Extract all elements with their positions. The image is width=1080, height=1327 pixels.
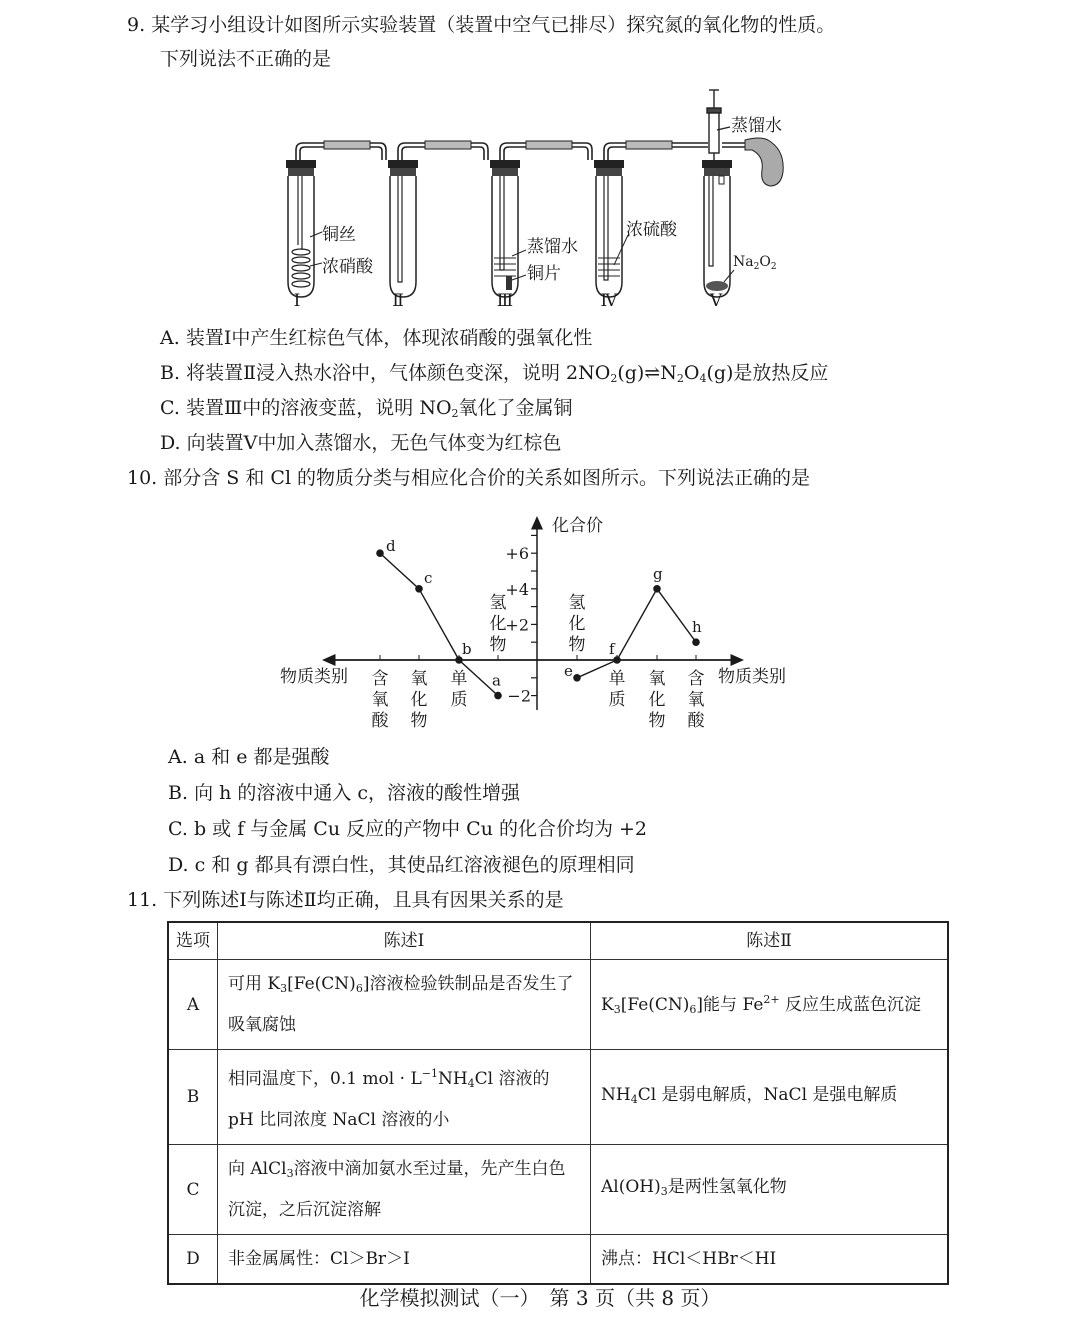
row-option-key: D xyxy=(168,1235,218,1285)
data-point-g xyxy=(653,585,661,593)
row-statement-2: $K_3[Fe(CN)_6]$能与 $Fe^{2+}$ 反应生成蓝色沉淀 xyxy=(591,960,949,1050)
point-label-c: c xyxy=(424,568,433,587)
svg-text:物: 物 xyxy=(410,711,428,731)
label-distilled-water: 蒸馏水 xyxy=(527,237,578,257)
q9-apparatus-figure xyxy=(270,85,810,315)
row-statement-2: $NH_4Cl$ 是弱电解质，NaCl 是强电解质 xyxy=(591,1050,949,1145)
svg-text:质: 质 xyxy=(608,690,626,710)
q9-stem-text: 某学习小组设计如图所示实验装置（装置中空气已排尽）探究氮的氧化物的性质。 xyxy=(151,14,836,36)
option-letter: B. xyxy=(160,362,181,384)
q9-stem-line2: 下列说法不正确的是 xyxy=(160,48,332,70)
label-conc-sulfuric-acid: 浓硫酸 xyxy=(626,220,677,240)
y-tick-label: −2 xyxy=(507,686,531,706)
option-text: a 和 e 都是强酸 xyxy=(193,746,330,768)
y-tick-label: +4 xyxy=(505,579,529,599)
syringe-icon xyxy=(707,90,730,160)
tube-label-5: Ⅴ xyxy=(709,291,723,311)
svg-text:酸: 酸 xyxy=(371,711,389,731)
row-statement-2: $Al(OH)_3$是两性氢氧化物 xyxy=(591,1145,949,1235)
header-statement-2: 陈述Ⅱ xyxy=(591,922,949,960)
q10-stem xyxy=(127,463,810,490)
tube-label-2: Ⅱ xyxy=(392,291,404,311)
q9-option-d[interactable] xyxy=(160,428,561,455)
q11-number: 11. xyxy=(127,889,158,911)
svg-text:物: 物 xyxy=(568,635,586,655)
tube-4 xyxy=(594,160,628,297)
point-label-d: d xyxy=(386,537,396,556)
svg-text:酸: 酸 xyxy=(687,711,705,731)
label-syringe-water: 蒸馏水 xyxy=(731,116,782,136)
point-label-f: f xyxy=(609,640,615,658)
header-statement-1: 陈述Ⅰ xyxy=(218,922,591,960)
x-category-left-hydride xyxy=(490,593,507,655)
option-letter: C. xyxy=(168,818,188,840)
option-letter: B. xyxy=(168,782,189,804)
svg-text:氧: 氧 xyxy=(410,669,428,689)
y-tick-label: +6 xyxy=(505,544,529,564)
x-category-right xyxy=(609,669,626,710)
row-statement-1: 可用 $K_3[Fe(CN)_6]$溶液检验铁制品是否发生了吸氧腐蚀 xyxy=(218,960,591,1050)
data-point-h xyxy=(692,638,700,646)
data-point-a xyxy=(494,692,502,700)
svg-text:氧: 氧 xyxy=(371,690,389,710)
x-axis-label-right: 物质类别 xyxy=(718,667,786,687)
svg-text:化: 化 xyxy=(648,690,666,710)
y-axis-label: 化合价 xyxy=(552,516,603,536)
page-footer: 化学模拟测试（一） 第 3 页（共 8 页） xyxy=(359,1286,721,1310)
svg-text:化: 化 xyxy=(489,614,507,634)
tube-label-1: Ⅰ xyxy=(293,291,301,311)
data-point-c xyxy=(415,585,423,593)
option-text: b 或 f 与金属 Cu 反应的产物中 Cu 的化合价均为 +2 xyxy=(193,818,648,840)
x-category-left xyxy=(451,669,468,710)
tube-label-4: Ⅳ xyxy=(600,291,618,311)
q10-number: 10. xyxy=(127,467,158,489)
row-statement-2: 沸点：HCl＜HBr＜HI xyxy=(591,1235,949,1285)
svg-text:物: 物 xyxy=(648,711,666,731)
x-category-right xyxy=(649,669,666,731)
q9-number: 9. xyxy=(127,14,146,36)
option-text: c 和 g 都具有漂白性，其使品红溶液褪色的原理相同 xyxy=(194,854,635,876)
x-category-left xyxy=(411,669,428,731)
label-copper-sheet: 铜片 xyxy=(527,264,561,284)
x-category-right-hydride xyxy=(569,593,586,655)
tube-1 xyxy=(286,160,322,297)
point-label-e: e xyxy=(564,661,573,680)
statements-table xyxy=(167,921,949,1285)
series-line-right xyxy=(577,589,696,678)
svg-text:氧: 氧 xyxy=(648,669,666,689)
header-option: 选项 xyxy=(168,922,218,960)
q10-option-b[interactable] xyxy=(168,778,520,805)
label-copper-wire: 铜丝 xyxy=(322,225,356,245)
tube-2 xyxy=(388,160,418,297)
option-text: 装置Ⅲ中的溶液变蓝，说明 $NO_2$氧化了金属铜 xyxy=(185,397,573,420)
tube-3 xyxy=(490,160,526,297)
tube-label-3: Ⅲ xyxy=(496,291,514,311)
q9-option-b[interactable] xyxy=(160,358,828,385)
svg-text:质: 质 xyxy=(450,690,468,710)
row-option-key: A xyxy=(168,960,218,1050)
q10-stem-text: 部分含 S 和 Cl 的物质分类与相应化合价的关系如图所示。下列说法正确的是 xyxy=(163,467,811,489)
svg-text:物: 物 xyxy=(489,635,507,655)
svg-text:单: 单 xyxy=(450,669,468,689)
point-label-h: h xyxy=(692,618,702,637)
option-text: 装置Ⅰ中产生红棕色气体，体现浓硝酸的强氧化性 xyxy=(185,327,593,349)
q11-stem-text: 下列陈述Ⅰ与陈述Ⅱ均正确，且具有因果关系的是 xyxy=(163,889,564,911)
table-row[interactable] xyxy=(168,1145,948,1235)
row-statement-1: 向 AlCl$_3$溶液中滴加氨水至过量，先产生白色沉淀，之后沉淀溶解 xyxy=(218,1145,591,1235)
label-conc-nitric-acid: 浓硝酸 xyxy=(322,257,373,277)
point-label-b: b xyxy=(462,640,472,658)
q10-option-a[interactable] xyxy=(168,742,330,769)
data-point-e xyxy=(573,674,581,682)
q9-option-a[interactable] xyxy=(160,323,592,350)
row-option-key: B xyxy=(168,1050,218,1145)
option-letter: A. xyxy=(168,746,188,768)
table-row[interactable] xyxy=(168,1050,948,1145)
q9-stem-line1 xyxy=(127,10,835,37)
svg-text:氢: 氢 xyxy=(489,593,507,613)
svg-text:氢: 氢 xyxy=(568,593,586,613)
x-category-right xyxy=(688,669,706,731)
series-line-left xyxy=(380,553,498,695)
data-point-d xyxy=(376,549,384,557)
label-na2o2: $Na_2O_2$ xyxy=(733,254,777,272)
point-label-g: g xyxy=(653,564,663,583)
q9-option-c[interactable] xyxy=(160,393,573,420)
svg-text:化: 化 xyxy=(410,690,428,710)
option-letter: D. xyxy=(160,432,181,454)
x-category-left xyxy=(372,669,390,731)
row-statement-1: 相同温度下，0.1 mol · $L^{-1}NH_4Cl$ 溶液的 pH 比同浓度 NaCl 溶液的小 xyxy=(218,1050,591,1145)
x-axis-label-left: 物质类别 xyxy=(280,667,348,687)
q10-option-d[interactable] xyxy=(168,850,635,877)
option-letter: A. xyxy=(160,327,180,349)
svg-text:含: 含 xyxy=(371,669,389,689)
option-text: 向装置Ⅴ中加入蒸馏水，无色气体变为红棕色 xyxy=(186,432,562,454)
option-text: 将装置Ⅱ浸入热水浴中，气体颜色变深，说明 $2NO_2(g)\rightleftharpoons N_2O_4(g)$是放热反应 xyxy=(186,362,829,385)
option-letter: D. xyxy=(168,854,189,876)
gas-bag-icon xyxy=(745,138,783,186)
svg-text:含: 含 xyxy=(687,669,705,689)
row-option-key: C xyxy=(168,1145,218,1235)
point-label-a: a xyxy=(492,671,501,690)
tube-5 xyxy=(702,160,734,297)
y-tick-label: +2 xyxy=(505,615,529,635)
svg-text:氧: 氧 xyxy=(687,690,705,710)
svg-text:单: 单 xyxy=(608,669,626,689)
q11-stem xyxy=(127,885,564,912)
table-row[interactable] xyxy=(168,1235,948,1285)
table-row[interactable] xyxy=(168,960,948,1050)
table-header-row xyxy=(168,922,948,960)
option-text: 向 h 的溶液中通入 c，溶液的酸性增强 xyxy=(194,782,521,804)
option-letter: C. xyxy=(160,397,180,419)
row-statement-1: 非金属属性：Cl＞Br＞I xyxy=(218,1235,591,1285)
q10-option-c[interactable] xyxy=(168,814,647,841)
valence-chart xyxy=(270,505,810,735)
svg-text:化: 化 xyxy=(568,614,586,634)
